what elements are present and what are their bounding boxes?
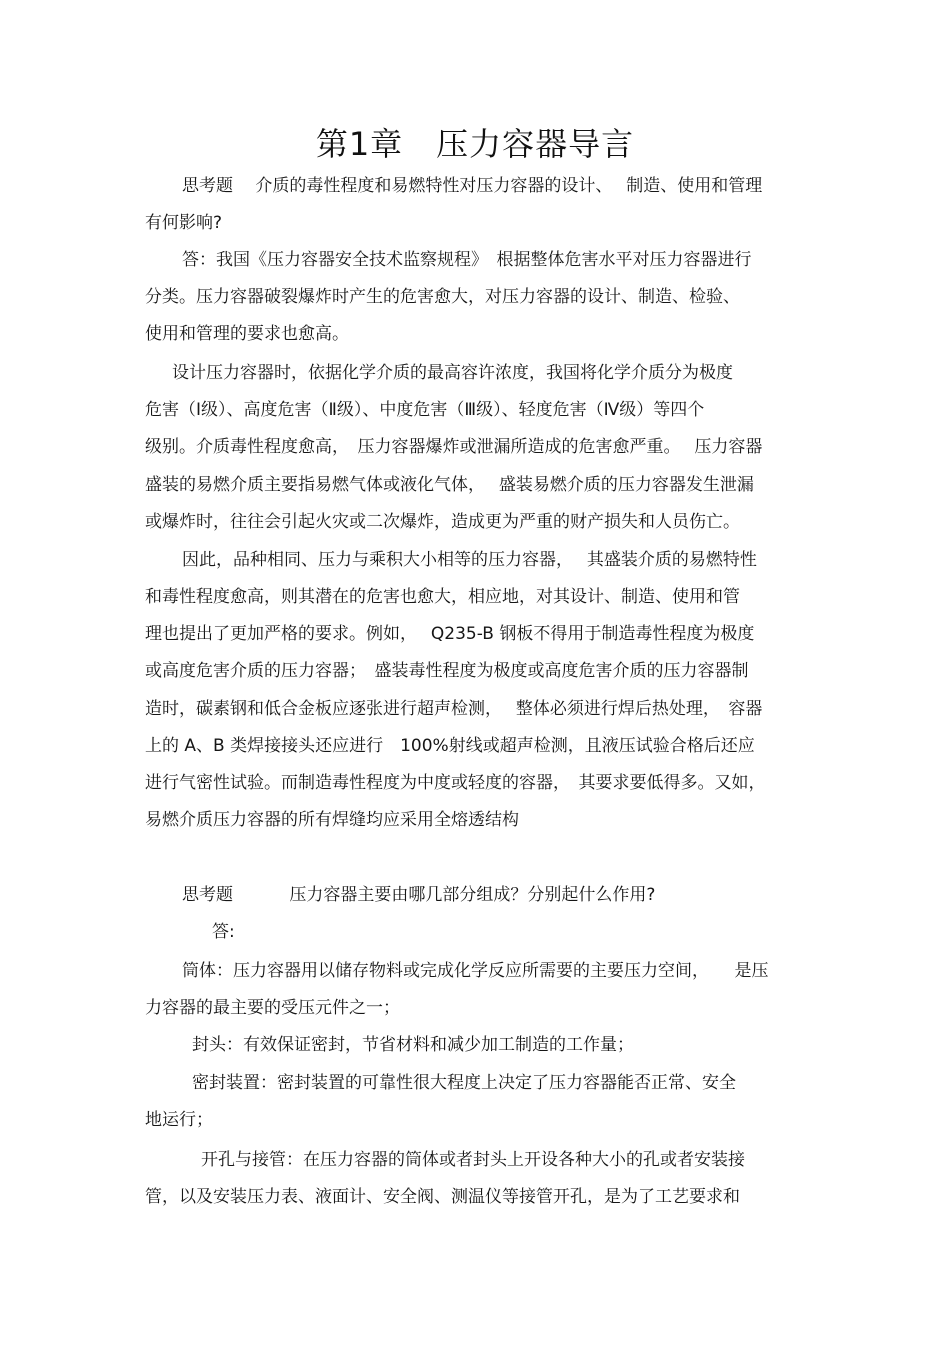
text-line: 筒体：压力容器用以储存物料或完成化学反应所需要的主要压力空间， 是压 [182, 961, 769, 981]
text-line: 造时，碳素钢和低合金板应逐张进行超声检测， 整体必须进行焊后热处理， 容器 [145, 699, 763, 719]
text-line: 有何影响? [145, 213, 223, 233]
text-line: 地运行； [145, 1110, 213, 1130]
text-line: 分类。压力容器破裂爆炸时产生的危害愈大，对压力容器的设计、制造、检验、 [145, 287, 740, 307]
text-line: 进行气密性试验。而制造毒性程度为中度或轻度的容器， 其要求要低得多。又如， [145, 773, 766, 793]
text-line: 危害（Ⅰ级）、高度危害（Ⅱ级）、中度危害（Ⅲ级）、轻度危害（Ⅳ级）等四个 [145, 400, 705, 420]
text-line: 盛装的易燃介质主要指易燃气体或液化气体， 盛装易燃介质的压力容器发生泄漏 [145, 475, 754, 495]
text-line: 答: [212, 922, 235, 942]
text-line: 上的 A、B 类焊接接头还应进行 100%射线或超声检测，且液压试验合格后还应 [145, 736, 755, 756]
text-line: 设计压力容器时，依据化学介质的最高容许浓度，我国将化学介质分为极度 [172, 363, 733, 383]
text-line: 思考题 压力容器主要由哪几部分组成？分别起什么作用? [182, 885, 656, 905]
text-line: 答：我国《压力容器安全技术监察规程》 根据整体危害水平对压力容器进行 [182, 250, 752, 270]
text-line: 管，以及安装压力表、液面计、安全阀、测温仪等接管开孔，是为了工艺要求和 [145, 1187, 740, 1207]
text-line: 易燃介质压力容器的所有焊缝均应采用全熔透结构 [145, 810, 519, 830]
text-line: 密封装置：密封装置的可靠性很大程度上决定了压力容器能否正常、安全 [192, 1073, 736, 1093]
text-line: 封头：有效保证密封，节省材料和减少加工制造的工作量； [192, 1035, 634, 1055]
text-line: 或高度危害介质的压力容器； 盛装毒性程度为极度或高度危害介质的压力容器制 [145, 661, 749, 681]
text-line: 和毒性程度愈高，则其潜在的危害也愈大，相应地，对其设计、制造、使用和管 [145, 587, 740, 607]
text-line: 力容器的最主要的受压元件之一； [145, 998, 400, 1018]
text-line: 级别。介质毒性程度愈高， 压力容器爆炸或泄漏所造成的危害愈严重。 压力容器 [145, 437, 763, 457]
text-line: 使用和管理的要求也愈高。 [145, 324, 349, 344]
text-line: 开孔与接管：在压力容器的筒体或者封头上开设各种大小的孔或者安装接 [201, 1150, 745, 1170]
text-line: 因此，品种相同、压力与乘积大小相等的压力容器， 其盛装介质的易燃特性 [182, 550, 757, 570]
chapter-title: 第1章 压力容器导言 [315, 125, 635, 163]
text-line: 或爆炸时，往往会引起火灾或二次爆炸，造成更为严重的财产损失和人员伤亡。 [145, 512, 740, 532]
text-line: 思考题 介质的毒性程度和易燃特性对压力容器的设计、 制造、使用和管理 [182, 176, 763, 196]
text-line: 理也提出了更加严格的要求。例如， Q235-B 钢板不得用于制造毒性程度为极度 [145, 624, 755, 644]
